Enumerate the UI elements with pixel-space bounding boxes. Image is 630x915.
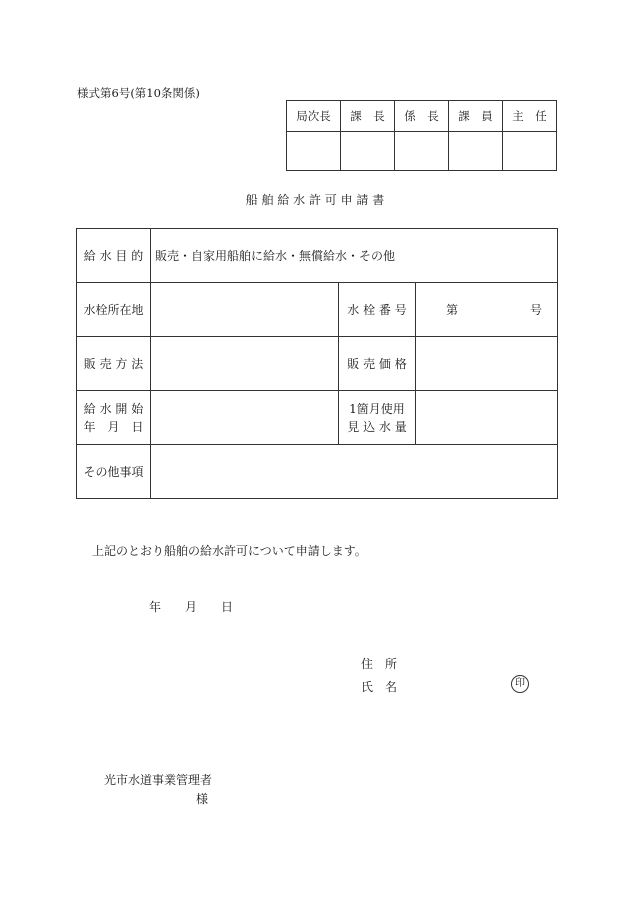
- approval-header-deputy-director: 局次長: [287, 101, 341, 132]
- approval-header-subsection-chief: 係 長: [395, 101, 449, 132]
- address-label: 住 所: [361, 657, 398, 671]
- approval-header-staff: 課 員: [449, 101, 503, 132]
- honorific: 様: [196, 792, 209, 806]
- approval-header-section-chief: 課 長: [341, 101, 395, 132]
- approval-stamp-cell[interactable]: [287, 132, 341, 171]
- approval-stamp-cell[interactable]: [503, 132, 557, 171]
- table-row: [77, 229, 558, 283]
- monthly-usage-label-line2: 見 込 水 量: [347, 419, 407, 434]
- name-label: 氏 名: [361, 680, 398, 694]
- table-row: [77, 391, 558, 445]
- supply-start-date-field[interactable]: [151, 391, 339, 445]
- sales-price-field[interactable]: [416, 337, 558, 391]
- table-row: [77, 337, 558, 391]
- application-statement: 上記のとおり船舶の給水許可について申請します。: [92, 544, 367, 558]
- supply-start-date-label: [77, 391, 151, 445]
- table-row: [77, 445, 558, 499]
- hydrant-location-field[interactable]: [151, 283, 339, 337]
- document-title: 船 舶 給 水 許 可 申 請 書: [245, 193, 385, 207]
- purpose-label: 給 水 目 的: [77, 229, 151, 283]
- other-matters-label: その他事項: [77, 445, 151, 499]
- approval-stamp-cell[interactable]: [341, 132, 395, 171]
- approval-stamp-cell[interactable]: [395, 132, 449, 171]
- hydrant-location-label: 水栓所在地: [77, 283, 151, 337]
- application-table: [76, 228, 558, 499]
- sales-price-label: 販 売 価 格: [339, 337, 416, 391]
- approval-header-person-in-charge: 主 任: [503, 101, 557, 132]
- sales-method-label: 販 売 方 法: [77, 337, 151, 391]
- form-number: 様式第6号(第10条関係): [77, 86, 200, 100]
- approval-stamp-cell[interactable]: [449, 132, 503, 171]
- other-matters-field[interactable]: [151, 445, 558, 499]
- seal-mark-icon: 印: [511, 675, 529, 693]
- supply-start-date-label-line2: 年 月 日: [83, 419, 144, 434]
- monthly-usage-field[interactable]: [416, 391, 558, 445]
- table-row: [77, 283, 558, 337]
- purpose-value[interactable]: 販売・自家用船舶に給水・無償給水・その他: [151, 229, 558, 283]
- addressee: 光市水道事業管理者: [104, 773, 213, 787]
- monthly-usage-label-line1: 1箇月使用: [349, 401, 405, 416]
- date-line: 年 月 日: [149, 600, 234, 614]
- hydrant-number-field[interactable]: 第 号: [416, 283, 558, 337]
- approval-stamp-box: [286, 100, 557, 171]
- sales-method-field[interactable]: [151, 337, 339, 391]
- monthly-usage-label: [339, 391, 416, 445]
- supply-start-date-label-line1: 給 水 開 始: [83, 401, 144, 416]
- hydrant-number-label: 水 栓 番 号: [339, 283, 416, 337]
